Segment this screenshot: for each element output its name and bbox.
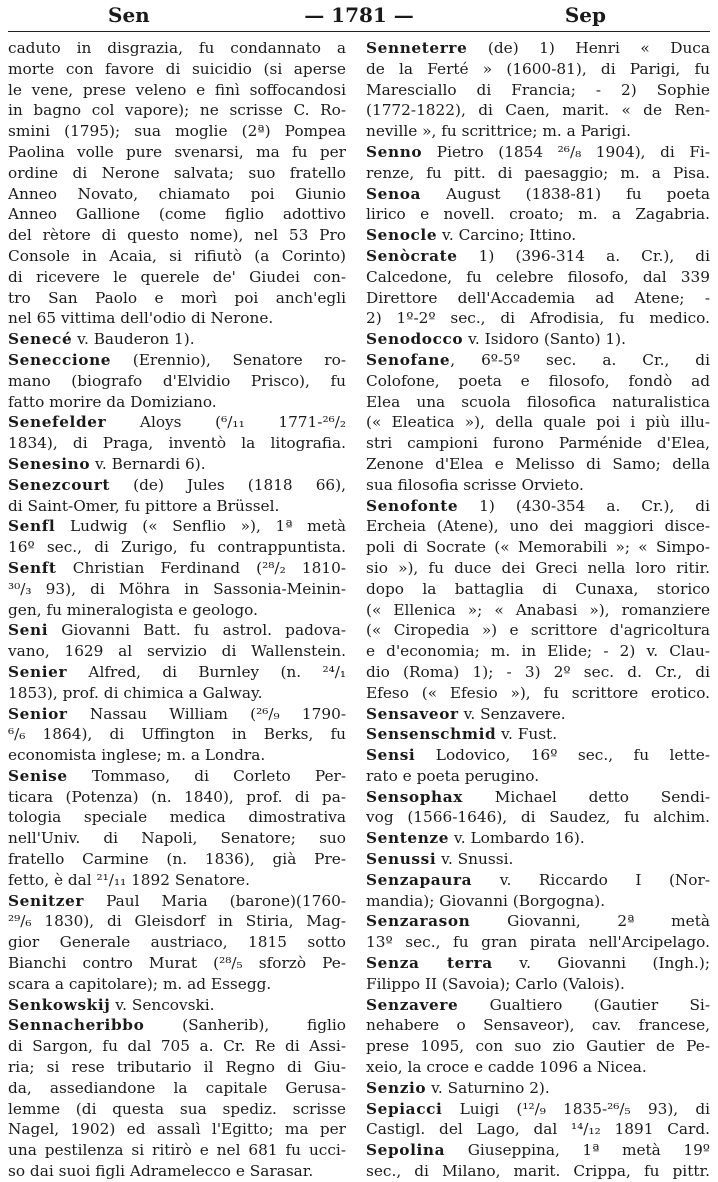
entry-text: Paolina volle pure svenarsi, ma fu per [8,142,346,161]
entry-headword: Senzapaura [366,870,473,889]
entry-text: Calcedone, fu celebre filosofo, dal 339 [366,267,710,286]
text-line [8,911,346,932]
entry-text: neville », fu scrittrice; m. a Parigi. [366,122,632,141]
entry-text: de la Ferté » (1600-81), di Parigi, fu [366,59,710,78]
text-line [8,496,346,517]
text-line [366,537,710,558]
entry-text: tro San Paolo e morì poi anch'egli [8,288,346,307]
text-line [8,288,346,309]
entry-text: in bagno col vapore); ne scrisse C. Ro- [8,101,346,120]
text-line [8,1015,346,1036]
text-line [8,475,346,496]
text-line [366,704,710,725]
entry-text: nell'Univ. di Napoli, Senatore; suo [8,829,346,848]
entry-text: di Saint-Omer, fu pittore a Brüssel. [8,496,280,515]
entry-text: gen, fu mineralogista e geologo. [8,600,258,619]
entry-text: lirico e novell. croato; m. a Zagabria. [366,205,710,224]
entry-headword: Senofane [366,350,451,369]
entry-text: Filippo II (Savoia); Carlo (Valois). [366,974,625,993]
entry-headword: Seni [8,621,49,640]
entry-text: Luigi (¹²/₉ 1835-²⁶/₅ 93), di [442,1099,710,1118]
page-header [0,0,718,30]
entry-headword: Sepolina [366,1141,446,1160]
text-line [8,724,346,745]
entry-text: Tommaso, di Corleto Per- [67,766,346,785]
text-line [8,745,346,766]
entry-text: 13º sec., fu gran pirata nell'Arcipelago. [366,933,710,952]
entry-text: so dai suoi figli Adramelecco e Sarasar. [8,1162,314,1181]
text-line [366,891,710,912]
text-line [8,80,346,101]
text-line [8,974,346,995]
text-line [366,1119,710,1140]
entry-headword: Sensophax [366,787,463,806]
text-line [8,329,346,350]
text-line [8,371,346,392]
text-line [8,392,346,413]
entry-text: Anneo Gallione (come figlio adottivo [8,205,346,224]
entry-headword: Senezcourt [8,475,111,494]
entry-text: Christian Ferdinand (²⁸/₂ 1810- [56,558,346,577]
text-line [366,662,710,683]
left-column [8,38,346,1182]
entry-text: Pietro (1854 ²⁶/₈ 1904), di Fi- [422,142,710,161]
text-line [366,371,710,392]
text-line [366,579,710,600]
text-line [366,787,710,808]
entry-headword: Senzarason [366,912,471,931]
entry-headword: Senofonte [366,496,459,515]
text-line [366,745,710,766]
text-line [366,807,710,828]
entry-text: Bianchi contro Murat (²⁸/₅ sforzò Pe- [8,954,346,973]
entry-text: mano (biografo d'Elvidio Prisco), fu [8,371,346,390]
header-left-guide-word: Sen [108,3,150,27]
text-line [366,454,710,475]
entry-text: ticara (Potenza) (n. 1840), prof. di pa- [8,787,346,806]
entry-text: una pestilenza si ritirò e nel 681 fu ucci- [8,1141,346,1160]
text-line [366,932,710,953]
text-line [8,121,346,142]
entry-text: vog (1566-1646), di Saudez, fu alchim. [366,808,710,827]
entry-headword: Sentenze [366,829,450,848]
entry-headword: Senneterre [366,39,468,57]
entry-text: di Sargon, fu dal 705 a. Cr. Re di Assi- [8,1037,346,1056]
text-line [8,184,346,205]
entry-text: Colofone, poeta e filosofo, fondò ad [366,371,710,390]
entry-text: Direttore dell'Accademia ad Atene; - [366,288,710,307]
text-line [8,433,346,454]
text-line [8,308,346,329]
entry-text: v. Fust. [496,725,558,744]
text-line [8,641,346,662]
entry-text: scara a capitolare); m. ad Essegg. [8,974,272,993]
text-line [366,849,710,870]
entry-text: Alfred, di Burnley (n. ²⁴/₁ [67,662,346,681]
text-line [8,1161,346,1182]
text-line [366,225,710,246]
entry-text: ria; si rese tributario il Regno di Giu- [8,1058,346,1077]
entry-text: fatto morire da Domiziano. [8,392,217,411]
entry-text: del rètore di questo nome), nel 53 Pro [8,226,346,245]
entry-text: Aloys (⁶/₁₁ 1771-²⁶/₂ [106,413,346,432]
entry-text: ⁶/₆ 1864), di Uffington in Berks, fu [8,725,346,744]
entry-text: ordine di Nerone salvata; suo fratello [8,163,346,182]
text-line [366,350,710,371]
entry-headword: Sensenschmid [366,725,497,744]
text-line [366,308,710,329]
text-line [366,870,710,891]
text-line [8,558,346,579]
entry-text: Paul Maria (barone)(1760- [84,891,346,910]
text-line [366,204,710,225]
entry-text: caduto in disgrazia, fu condannato a [8,39,346,57]
entry-text: Elea una scuola filosofica naturalistica [366,392,710,411]
text-line [366,246,710,267]
header-page-number: — 1781 — [304,3,414,27]
text-line [366,600,710,621]
text-line [8,100,346,121]
text-line [8,537,346,558]
entry-text: sio »), fu duce dei Greci nella loro ritir. [366,558,710,577]
entry-text: Giovanni, 2ª metà [470,912,710,931]
entry-text: v. Snussi. [436,850,514,869]
entry-headword: Senft [8,558,57,577]
text-line [366,1078,710,1099]
entry-headword: Senior [8,704,68,723]
entry-text: v. Giovanni (Ingh.); [492,954,710,973]
text-line [366,995,710,1016]
entry-text: Ludwig (« Senflio »), 1ª metà [55,517,346,536]
text-line [8,870,346,891]
entry-text: (« Eleatica »), della quale poi i più illu- [366,413,710,432]
text-line [366,433,710,454]
entry-headword: Senitzer [8,891,85,910]
entry-text: Castigl. del Lago, dal ¹⁴/₁₂ 1891 Card. [366,1120,710,1139]
text-line [366,288,710,309]
text-line [8,1078,346,1099]
entry-text: rato e poeta perugino. [366,766,540,785]
text-line [8,828,346,849]
entry-headword: Sensi [366,746,416,765]
text-line [366,100,710,121]
text-line [8,1119,346,1140]
entry-text: v. Senzavere. [458,704,566,723]
text-line [366,766,710,787]
entry-headword: Sepiacci [366,1099,443,1118]
entry-text: 1853), prof. di chimica a Galway. [8,683,263,702]
entry-text: ²⁹/₆ 1830), di Gleisdorf in Stiria, Mag- [8,912,346,931]
text-line [366,80,710,101]
entry-text: xeio, la croce e cadde 1096 a Nicea. [366,1058,647,1077]
text-line [366,59,710,80]
text-line [8,1099,346,1120]
text-line [8,163,346,184]
entry-text: (« Ciropedia ») e scrittore d'agricoltura [366,621,710,640]
text-line [366,1099,710,1120]
text-line [366,184,710,205]
entry-text: Gualtiero (Gautier Si- [458,995,710,1014]
text-line [366,38,710,59]
entry-text: 1) (396-314 a. Cr.), di [457,246,710,265]
entry-text: tologia speciale medica dimostrativa [8,808,346,827]
text-line [8,995,346,1016]
entry-headword: Senno [366,142,423,161]
entry-text: Zenone d'Elea e Melisso di Samo; della [366,454,710,473]
entry-text: renze, fu pitt. di paesaggio; m. a Pisa. [366,163,710,182]
text-line [8,787,346,808]
text-line [8,412,346,433]
text-line [366,641,710,662]
text-line [8,891,346,912]
entry-headword: Senise [8,766,68,785]
text-line [8,766,346,787]
entry-headword: Senzio [366,1078,427,1097]
text-line [8,807,346,828]
entry-text: prese 1095, con suo zio Gautier de Pe- [366,1037,710,1056]
entry-text: Michael detto Sendi- [462,787,710,806]
entry-text: 2) 1º-2º sec., di Afrodisia, fu medico. [366,309,710,328]
entry-text: lemme (di questa sua spediz. scrisse [8,1099,346,1118]
text-line [8,38,346,59]
entry-text: Ercheia (Atene), uno dei maggiori disce- [366,517,710,536]
text-line [8,953,346,974]
text-line [366,974,710,995]
entry-text: August (1838-81) fu poeta [421,184,710,203]
entry-text: Nassau William (²⁶/₉ 1790- [67,704,346,723]
text-line [366,267,710,288]
entry-text: da, assediandone la capitale Gerusa- [8,1078,346,1097]
text-line [366,496,710,517]
entry-text: v. Bauderon 1). [72,330,195,349]
text-line [366,1015,710,1036]
entry-text: Giuseppina, 1ª metà 19º [445,1141,710,1160]
text-line [366,1161,710,1182]
text-line [366,475,710,496]
entry-text: (de) 1) Henri « Duca [467,39,710,57]
entry-text: (de) Jules (1818 66), [110,475,346,494]
text-line [8,662,346,683]
entry-headword: Senfl [8,517,56,536]
entry-text: le vene, prese veleno e finì soffocandosi [8,80,346,99]
entry-headword: Sennacheribbo [8,1016,145,1035]
entry-text: mandia); Giovanni (Borgogna). [366,891,606,910]
text-line [8,516,346,537]
entry-headword: Senefelder [8,413,107,432]
text-line [8,600,346,621]
text-line [8,1036,346,1057]
text-line [366,142,710,163]
entry-text: gior Generale austriaco, 1815 sotto [8,933,346,952]
entry-text: sec., di Milano, marit. Crippa, fu pittr. [366,1162,710,1181]
text-line [366,1057,710,1078]
text-line [366,1036,710,1057]
text-line [8,683,346,704]
entry-text: dio (Roma) 1); - 3) 2º sec. d. Cr., di [366,662,710,681]
entry-headword: Senkowskij [8,995,111,1014]
entry-headword: Senzavere [366,995,459,1014]
header-rule [8,31,710,32]
entry-text: v. Saturnino 2). [426,1078,550,1097]
entry-text: 1) (430-354 a. Cr.), di [458,496,710,515]
entry-text: fratello Carmine (n. 1836), già Pre- [8,850,346,869]
entry-text: (1772-1822), di Caen, marit. « de Ren- [366,101,710,120]
entry-text: vano, 1629 al servizio di Wallenstein. [8,642,346,661]
text-line [8,579,346,600]
text-line [366,163,710,184]
entry-text: nel 65 vittima dell'odio di Nerone. [8,309,274,328]
text-line [366,412,710,433]
entry-headword: Senussi [366,850,437,869]
text-line [366,828,710,849]
text-line [8,704,346,725]
text-line [366,558,710,579]
entry-text: e d'economia; m. in Elide; - 2) v. Clau- [366,642,710,661]
text-line [366,392,710,413]
entry-text: Console in Acaia, si rifiutò (a Corinto) [8,246,346,265]
text-line [366,620,710,641]
entry-text: v. Bernardi 6). [90,454,206,473]
text-line [8,620,346,641]
text-line [366,1140,710,1161]
text-line [8,1140,346,1161]
entry-text: fetto, è dal ²¹/₁₁ 1892 Senatore. [8,870,250,889]
text-line [366,724,710,745]
entry-text: (« Ellenica »; « Anabasi »), romanziere [366,600,710,619]
entry-text: Maresciallo di Francia; - 2) Sophie [366,80,710,99]
entry-text: v. Sencovski. [110,995,215,1014]
text-line [8,225,346,246]
entry-text: Lodovico, 16º sec., fu lette- [415,746,710,765]
entry-text: poli di Socrate (« Memorabili »; « Simpo- [366,538,710,557]
text-line [8,932,346,953]
entry-headword: Senecé [8,330,73,349]
entry-text: stri campioni furono Parménide d'Elea, [366,434,710,453]
entry-text: Efeso (« Efesio »), fu scrittore erotico. [366,683,710,702]
text-line [366,911,710,932]
text-line [366,953,710,974]
entry-text: v. Carcino; Ittino. [437,226,577,245]
text-line [366,683,710,704]
entry-text: ³⁰/₃ 93), di Möhra in Sassonia-Meinin- [8,579,346,598]
header-right-guide-word: Sep [564,3,606,27]
entry-text: di ricevere le querele de' Giudei con- [8,267,346,286]
entry-text: v. Lombardo 16). [449,829,585,848]
entry-headword: Sensaveor [366,704,459,723]
text-line [8,454,346,475]
entry-text: v. Isidoro (Santo) 1). [463,330,626,349]
entry-headword: Senesino [8,454,91,473]
text-line [366,121,710,142]
entry-text: economista inglese; m. a Londra. [8,746,266,765]
text-line [8,204,346,225]
entry-text: v. Riccardo I (Nor- [472,870,710,889]
entry-text: Nagel, 1902) ed assalì l'Egitto; ma per [8,1120,346,1139]
entry-text: 16º sec., di Zurigo, fu contrappuntista. [8,538,346,557]
entry-text: (Erennio), Senatore ro- [111,350,346,369]
entry-text: Giovanni Batt. fu astrol. padova- [48,621,346,640]
right-column [366,38,710,1182]
entry-text: smini (1795); sua moglie (2ª) Pompea [8,122,346,141]
entry-headword: Senodocco [366,330,464,349]
text-line [8,1057,346,1078]
entry-text: dopo la battaglia di Cunaxa, storico [366,579,710,598]
entry-headword: Senocle [366,226,438,245]
entry-headword: Senòcrate [366,246,458,265]
text-line [8,246,346,267]
entry-headword: Senza terra [366,954,493,973]
text-line [8,142,346,163]
text-line [8,849,346,870]
text-line [8,350,346,371]
entry-headword: Senoa [366,184,422,203]
text-line [366,329,710,350]
text-line [8,267,346,288]
entry-headword: Seneccione [8,350,112,369]
entry-text: morte con favore di suicidio (si aperse [8,59,346,78]
entry-text: nehabere o Sensaveor), cav. francese, [366,1016,710,1035]
entry-text: sua filosofia scrisse Orvieto. [366,475,584,494]
entry-text: 1834), di Praga, inventò la litografia. [8,434,346,453]
entry-text: Anneo Novato, chiamato poi Giunio [8,184,346,203]
text-line [366,516,710,537]
entry-headword: Senier [8,662,68,681]
text-line [8,59,346,80]
entry-text: (Sanherib), figlio [144,1016,346,1035]
entry-text: , 6º-5º sec. a. Cr., di [450,350,710,369]
